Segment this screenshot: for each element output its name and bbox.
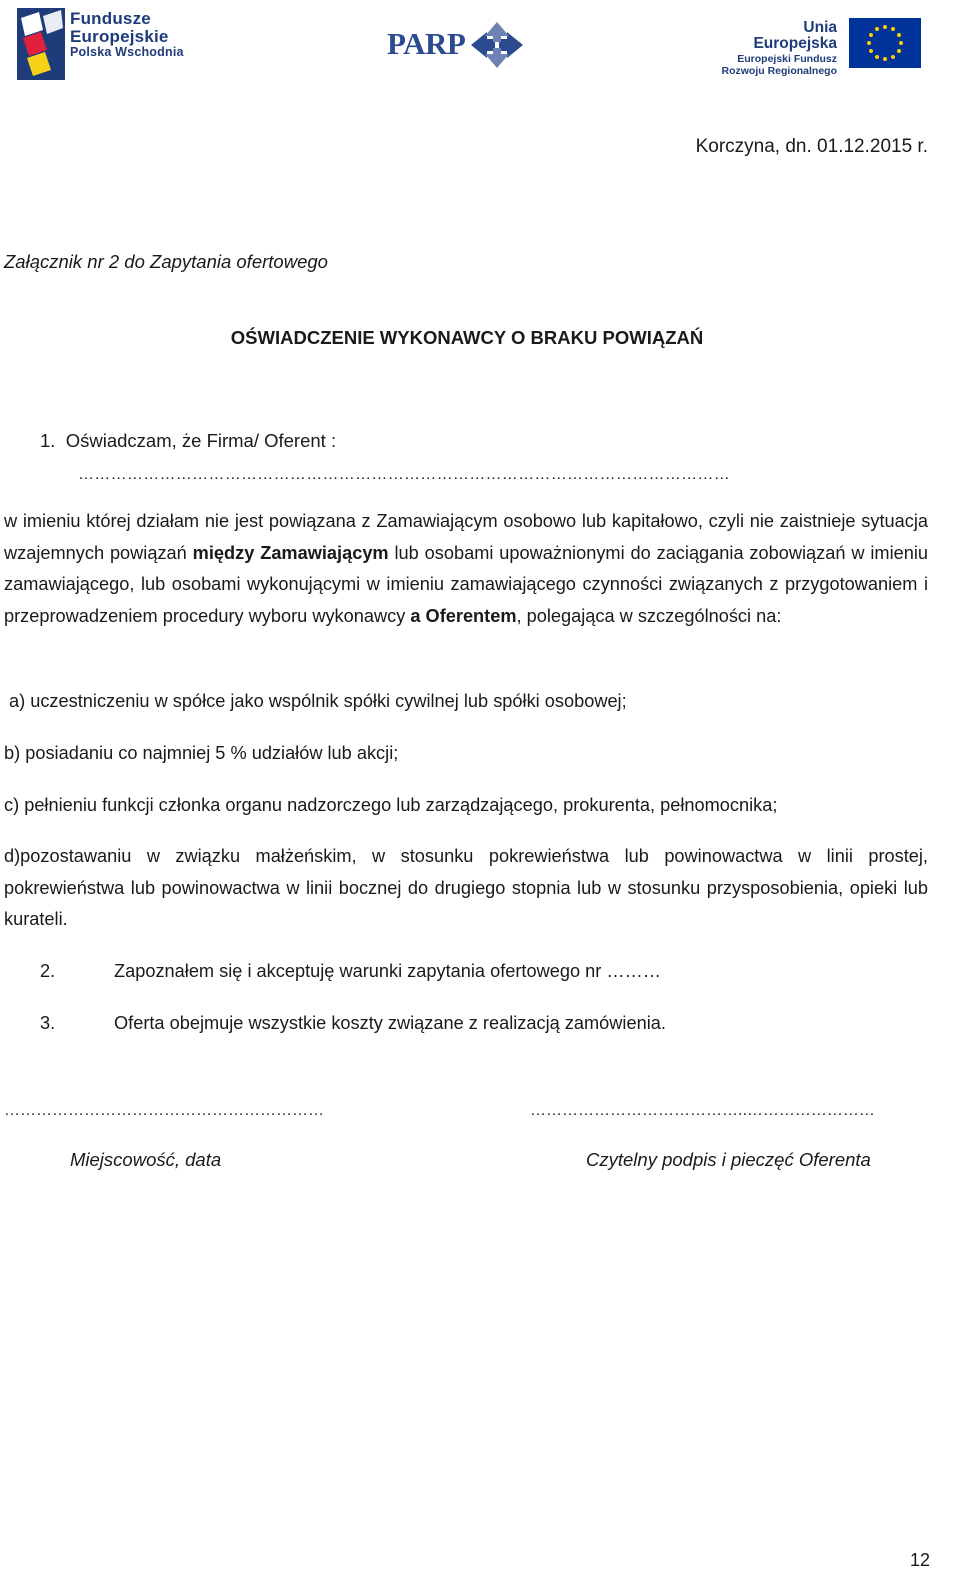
list-item-b: b) posiadaniu co najmniej 5 % udziałów lub akcji; (4, 743, 399, 763)
para-part-2: lub osobami upoważnionymi do zaciągania zobowiązań w imieniu zamawiającego, lub osobami wykonującymi w imieniu zamawiającego czynności związanych z przygotowaniem i przeprowadzeniem procedury wyboru wykonawcy (4, 542, 928, 626)
declaration-paragraph (4, 506, 928, 632)
date-line: Korczyna, dn. 01.12.2015 r. (695, 136, 928, 157)
signature-blank: …………………………………..…………………… (530, 1102, 875, 1119)
point-2-number: 2. (40, 961, 56, 981)
parp-arrows-icon (471, 22, 523, 68)
point-3-number: 3. (40, 1013, 56, 1033)
point-1-number: 1. (40, 430, 56, 451)
fundusze-europejskie-logo (17, 8, 197, 80)
list-item-c: c) pełnieniu funkcji członka organu nadzorczego lub zarządzającego, prokurenta, pełnomocnika; (4, 795, 778, 815)
fe-logo-line-1: Fundusze (70, 9, 151, 28)
ue-sub-line-2: Rozwoju Regionalnego (721, 64, 837, 77)
company-name-blank: ………………………………………………………………………………………………………… (78, 466, 730, 483)
point-2-text: Zapoznałem się i akceptuję warunki zapytania ofertowego nr ……… (114, 961, 661, 981)
ue-wordmark (717, 20, 837, 76)
ue-title: Unia Europejska (753, 19, 837, 52)
place-date-blank: …………………………………………………… (4, 1102, 324, 1119)
point-3-text: Oferta obejmuje wszystkie koszty związane z realizacją zamówienia. (114, 1013, 666, 1033)
unia-europejska-logo (717, 18, 922, 77)
signature-label: Czytelny podpis i pieczęć Oferenta (586, 1149, 871, 1170)
place-date-label: Miejscowość, data (70, 1149, 222, 1170)
parp-logo (387, 18, 527, 70)
eu-flag-icon (849, 18, 921, 68)
fundusze-europejskie-wordmark (70, 10, 184, 59)
fe-logo-line-2: Europejskie (70, 27, 169, 46)
parp-wordmark: PARP (387, 26, 466, 61)
ue-sub-line-1: Europejski Fundusz (737, 53, 837, 65)
para-part-3: , polegająca w szczególności na: (516, 605, 782, 626)
para-bold-1: między Zamawiającym (192, 542, 389, 563)
point-1 (40, 425, 336, 457)
fundusze-europejskie-emblem-icon (17, 8, 67, 80)
para-bold-2: a Oferentem (410, 605, 517, 626)
annex-heading: Załącznik nr 2 do Zapytania ofertowego (4, 251, 328, 272)
page-number: 12 (909, 1550, 930, 1570)
document-title: OŚWIADCZENIE WYKONAWCY O BRAKU POWIĄZAŃ (230, 327, 704, 348)
list-item-a: a) uczestniczeniu w spółce jako wspólnik spółki cywilnej lub spółki osobowej; (9, 691, 627, 711)
para-part-1: w imieniu której działam nie jest powiązana z Zamawiającym osobowo lub kapitałowo, czyli nie zaistnieje sytuacja wzajemnych powiązań (4, 511, 928, 563)
fe-logo-line-3: Polska Wschodnia (70, 45, 184, 59)
list-item-d: d)pozostawaniu w związku małżeńskim, w stosunku pokrewieństwa lub powinowactwa w linii prostej, pokrewieństwa lub powinowactwa w linii bocznej do drugiego stopnia lub w stosunku przysposobienia, opieki lub kurateli. (4, 846, 928, 930)
point-1-text: Oświadczam, że Firma/ Oferent : (65, 430, 337, 451)
